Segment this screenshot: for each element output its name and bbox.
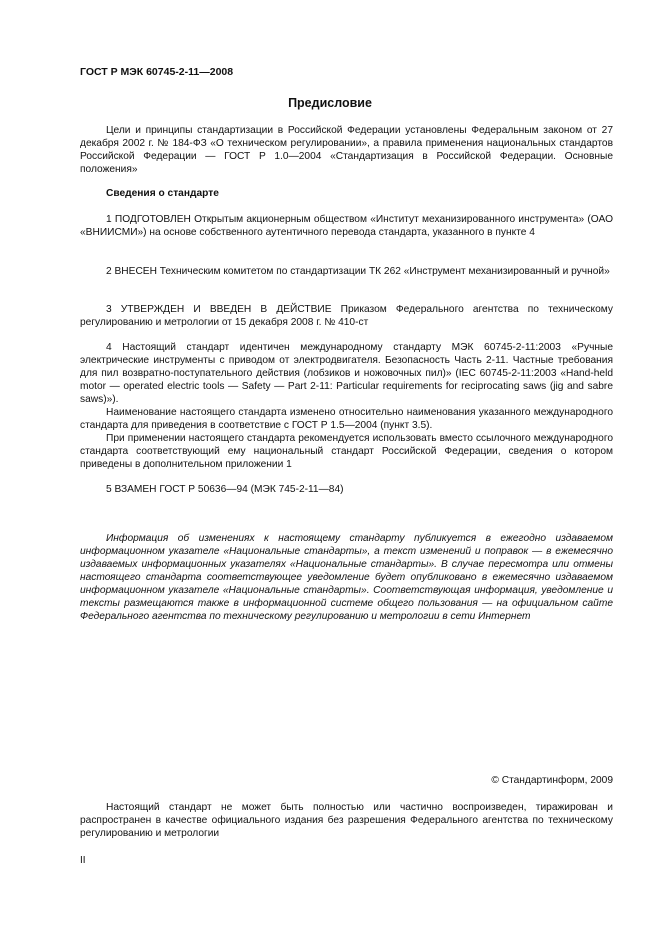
notice-paragraph: Информация об изменениях к настоящему стандарту публикуется в ежегодно издаваемом информационном указателе «Национальные стандарты», а текст изменений и поправок — в ежемесячно издаваемых информационных указателях «Национальные стандарты». В случае пересмотра или отмены настоящего стандарта соответствующее уведомление будет опубликовано в ежемесячно издаваемом информационном указателе «Национальные стандарты». Соответствующая информация, уведомление и тексты размещаются также в информационной системе общего пользования — на официальном сайте Федерального агентства по техническому регулированию и метрологии в сети Интернет xyxy=(80,533,613,622)
info-title: Сведения о стандарте xyxy=(106,188,219,199)
page-title: Предисловие xyxy=(288,96,372,110)
notice-block xyxy=(80,532,613,623)
item-4-rename-note: Наименование настоящего стандарта изменено относительно наименования указанного международного стандарта для приведения в соответствие с ГОСТ Р 1.5—2004 (пункт 3.5). xyxy=(80,407,613,431)
item-3-block xyxy=(80,303,613,329)
page-number: II xyxy=(80,855,86,866)
item-1-block xyxy=(80,213,613,239)
intro-paragraph: Цели и принципы стандартизации в Российской Федерации установлены Федеральным законом от 27 декабря 2002 г. № 184-ФЗ «О техническом регулировании», а правила применения национальных стандартов Российской Федерации — ГОСТ Р 1.0—2004 «Стандартизация в Российской Федерации. Основные положения» xyxy=(80,125,613,175)
item-3: 3 УТВЕРЖДЕН И ВВЕДЕН В ДЕЙСТВИЕ Приказом Федерального агентства по техническому регулированию и метрологии от 15 декабря 2008 г. № 410-ст xyxy=(80,304,613,328)
copyright: © Стандартинформ, 2009 xyxy=(491,775,613,786)
item-2-block xyxy=(80,265,613,278)
item-5: 5 ВЗАМЕН ГОСТ Р 50636—94 (МЭК 745-2-11—84) xyxy=(106,484,344,495)
info-section-heading xyxy=(80,187,613,200)
rights-paragraph: Настоящий стандарт не может быть полностью или частично воспроизведен, тиражирован и распространен в качестве официального издания без разрешения Федерального агентства по техническому регулированию и метрологии xyxy=(80,802,613,839)
item-4-reference-note: При применении настоящего стандарта рекомендуется использовать вместо ссылочного международного стандарта соответствующий ему национальный стандарт Российской Федерации, сведения о котором приведены в дополнительном приложении 1 xyxy=(80,433,613,470)
item-1: 1 ПОДГОТОВЛЕН Открытым акционерным обществом «Институт механизированного инструмента» (ОАО «ВНИИСМИ») на основе собственного аутентичного перевода стандарта, указанного в пункте 4 xyxy=(80,214,613,238)
document-code: ГОСТ Р МЭК 60745-2-11—2008 xyxy=(80,66,234,78)
item-4: 4 Настоящий стандарт идентичен международному стандарту МЭК 60745-2-11:2003 «Ручные электрические инструменты с приводом от электродвигателя. Безопасность Часть 2-11. Частные требования для пил возвратно-поступательного действия (лобзиков и ножовочных пил)» (IEC 60745-2-11:2003 «Hand-held motor — operated electric tools — Safety — Part 2-11: Particular requirements for reciprocating saws (jig and sabre saws)»). xyxy=(80,342,613,405)
item-4-block xyxy=(80,341,613,471)
item-5-block xyxy=(80,483,613,496)
intro-block xyxy=(80,124,613,176)
rights-block xyxy=(80,801,613,840)
item-2: 2 ВНЕСЕН Техническим комитетом по стандартизации ТК 262 «Инструмент механизированный и ручной» xyxy=(106,266,610,277)
